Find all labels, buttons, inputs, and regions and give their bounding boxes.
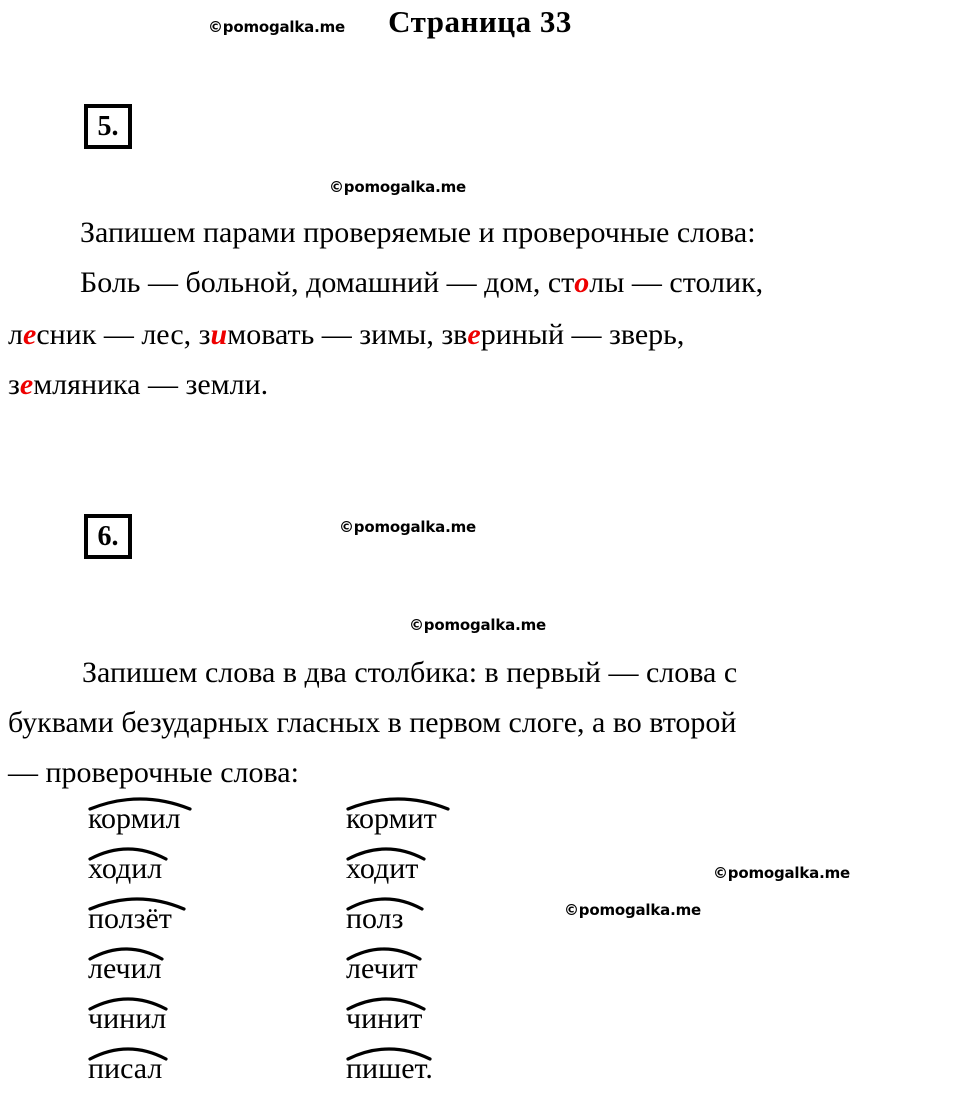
word-entry bbox=[346, 1046, 433, 1092]
word-row bbox=[0, 1046, 960, 1096]
word-text: ползёт bbox=[88, 896, 172, 942]
page-title: Страница 33 bbox=[388, 4, 572, 39]
task-text-line bbox=[8, 310, 684, 360]
word-entry bbox=[88, 846, 162, 892]
word-row bbox=[0, 846, 960, 896]
word-text: чинит bbox=[346, 996, 422, 1042]
watermark: ©pomogalka.me bbox=[564, 901, 701, 919]
word-text: писал bbox=[88, 1046, 162, 1092]
root-arc-icon bbox=[346, 1045, 432, 1058]
root-arc-icon bbox=[88, 895, 186, 908]
highlighted-letter: о bbox=[574, 266, 590, 299]
highlighted-letter: е bbox=[467, 318, 481, 351]
text-segment: з bbox=[8, 368, 20, 401]
text-segment: риный — зверь, bbox=[480, 318, 685, 351]
word-text: кормил bbox=[88, 796, 181, 842]
word-row bbox=[0, 996, 960, 1046]
word-text: лечит bbox=[346, 946, 418, 992]
text-segment: сник — лес, з bbox=[36, 318, 211, 351]
root-arc-icon bbox=[88, 795, 192, 808]
word-entry bbox=[88, 1046, 162, 1092]
word-row bbox=[0, 796, 960, 846]
task-text-line bbox=[80, 258, 763, 308]
word-row bbox=[0, 946, 960, 996]
word-text: ходил bbox=[88, 846, 162, 892]
root-arc-icon bbox=[346, 845, 426, 858]
root-arc-icon bbox=[346, 945, 422, 958]
word-entry bbox=[88, 996, 166, 1042]
word-columns bbox=[0, 796, 960, 1090]
word-text: лечил bbox=[88, 946, 162, 992]
word-text: чинил bbox=[88, 996, 166, 1042]
watermark: ©pomogalka.me bbox=[713, 864, 850, 882]
text-segment: — проверочные слова: bbox=[8, 756, 299, 789]
word-entry bbox=[88, 796, 181, 842]
text-segment: Запишем слова в два столбика: в первый — слова с bbox=[82, 656, 738, 689]
word-entry bbox=[88, 946, 162, 992]
text-segment: лы — столик, bbox=[589, 266, 764, 299]
highlighted-letter: и bbox=[210, 318, 228, 351]
word-entry bbox=[88, 896, 172, 942]
task-text-line bbox=[8, 360, 268, 410]
word-text: полз bbox=[346, 896, 403, 942]
word-entry bbox=[346, 846, 418, 892]
word-text: ходит bbox=[346, 846, 418, 892]
task-text-line bbox=[82, 648, 737, 698]
root-arc-icon bbox=[346, 795, 450, 808]
word-row bbox=[0, 896, 960, 946]
text-segment: Запишем парами проверяемые и проверочные слова: bbox=[80, 216, 756, 249]
root-arc-icon bbox=[88, 1045, 168, 1058]
word-entry bbox=[346, 946, 418, 992]
task-number-box: 5. bbox=[84, 104, 132, 149]
task-text-line bbox=[8, 698, 736, 748]
word-text: пишет. bbox=[346, 1046, 433, 1092]
text-segment: буквами безударных гласных в первом слоге, а во второй bbox=[8, 706, 737, 739]
word-text: кормит bbox=[346, 796, 437, 842]
watermark: ©pomogalka.me bbox=[208, 18, 345, 36]
root-arc-icon bbox=[88, 945, 164, 958]
root-arc-icon bbox=[88, 995, 168, 1008]
task-number-box: 6. bbox=[84, 514, 132, 559]
word-entry bbox=[346, 996, 422, 1042]
text-segment: мовать — зимы, зв bbox=[227, 318, 468, 351]
word-entry bbox=[346, 896, 403, 942]
highlighted-letter: е bbox=[22, 318, 37, 351]
task-text-line bbox=[80, 208, 756, 258]
root-arc-icon bbox=[88, 845, 168, 858]
watermark: ©pomogalka.me bbox=[409, 616, 546, 634]
text-segment: мляника — земли. bbox=[33, 368, 269, 401]
watermark: ©pomogalka.me bbox=[329, 178, 466, 196]
highlighted-letter: е bbox=[19, 368, 34, 401]
task-text-line bbox=[8, 748, 299, 798]
text-segment: л bbox=[8, 318, 23, 351]
watermark: ©pomogalka.me bbox=[339, 518, 476, 536]
root-arc-icon bbox=[346, 995, 426, 1008]
word-entry bbox=[346, 796, 437, 842]
root-arc-icon bbox=[346, 895, 424, 908]
text-segment: Боль — больной, домашний — дом, ст bbox=[80, 266, 575, 299]
